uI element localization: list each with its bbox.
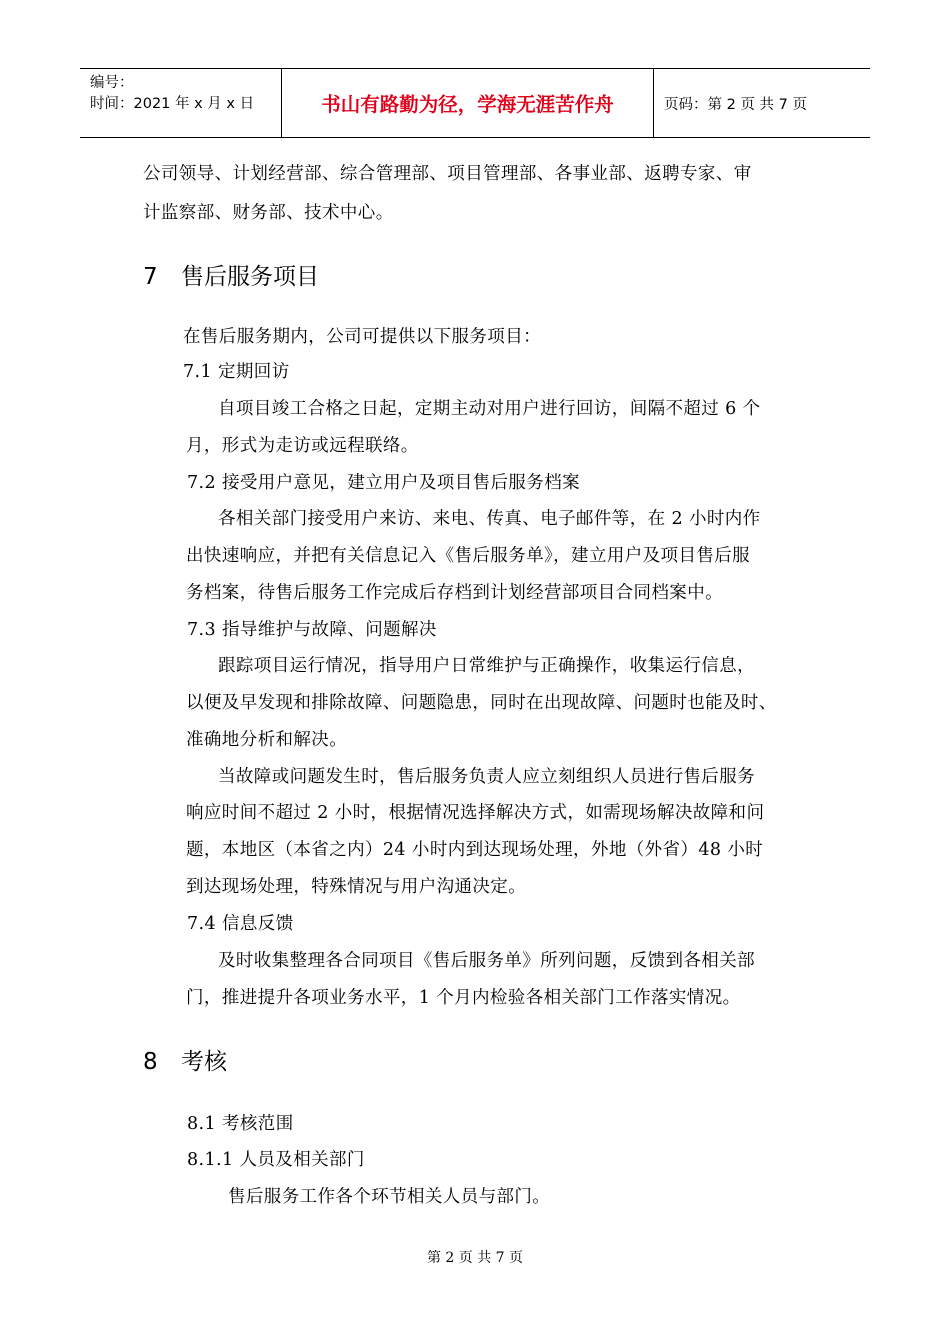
subsection-7-3-title: 7.3 指导维护与故障、问题解决 [187, 620, 437, 640]
paragraph-line: 题，本地区（本省之内）24 小时内到达现场处理，外地（外省）48 小时 [186, 840, 764, 860]
paragraph-line: 务档案，待售后服务工作完成后存档到计划经营部项目合同档案中。 [186, 583, 723, 603]
header-page-info: 页码：第 2 页 共 7 页 [664, 96, 807, 113]
subsection-7-4-title: 7.4 信息反馈 [187, 914, 294, 934]
section-7-lead: 在售后服务期内，公司可提供以下服务项目： [183, 327, 541, 347]
page-footer: 第 2 页 共 7 页 [426, 1250, 524, 1266]
subsection-7-2-title: 7.2 接受用户意见，建立用户及项目售后服务档案 [187, 473, 580, 493]
document-number-label: 编号： [90, 75, 134, 91]
section-7-heading [143, 258, 319, 291]
section-8-number: 8 [143, 1049, 158, 1075]
header-slogan: 书山有路勤为径，学海无涯苦作舟 [282, 69, 654, 137]
paragraph-line: 各相关部门接受用户来访、来电、传真、电子邮件等，在 2 小时内作 [218, 509, 761, 529]
paragraph-line: 到达现场处理，特殊情况与用户沟通决定。 [186, 877, 527, 897]
paragraph-line: 售后服务工作各个环节相关人员与部门。 [228, 1187, 551, 1207]
header-meta [80, 69, 282, 137]
paragraph-line: 准确地分析和解决。 [186, 730, 348, 750]
paragraph-line: 以便及早发现和排除故障、问题隐患，同时在出现故障、问题时也能及时、 [186, 693, 777, 713]
paragraph-line: 自项目竣工合格之日起，定期主动对用户进行回访，间隔不超过 6 个 [218, 399, 761, 419]
subsection-7-1-title: 7.1 定期回访 [183, 362, 290, 382]
section-7-number: 7 [143, 264, 158, 290]
subsection-8-1-title: 8.1 考核范围 [187, 1114, 294, 1134]
section-7-title: 售后服务项目 [181, 264, 319, 290]
section-8-heading [143, 1043, 227, 1076]
section-8-title: 考核 [181, 1049, 227, 1075]
subsection-8-1-1-title: 8.1.1 人员及相关部门 [187, 1150, 365, 1170]
paragraph-line: 及时收集整理各合同项目《售后服务单》所列问题，反馈到各相关部 [218, 951, 755, 971]
paragraph-line: 出快速响应，并把有关信息记入《售后服务单》，建立用户及项目售后服 [186, 546, 751, 566]
paragraph-line: 跟踪项目运行情况，指导用户日常维护与正确操作，收集运行信息， [218, 656, 755, 676]
document-header [80, 68, 870, 138]
paragraph-line: 门，推进提升各项业务水平，1 个月内检验各相关部门工作落实情况。 [186, 988, 741, 1008]
intro-line-1: 公司领导、计划经营部、综合管理部、项目管理部、各事业部、返聘专家、审 [143, 164, 752, 184]
intro-line-2: 计监察部、财务部、技术中心。 [143, 203, 394, 223]
paragraph-line: 当故障或问题发生时，售后服务负责人应立刻组织人员进行售后服务 [218, 767, 755, 787]
paragraph-line: 月，形式为走访或远程联络。 [186, 436, 419, 456]
paragraph-line: 响应时间不超过 2 小时，根据情况选择解决方式，如需现场解决故障和问 [186, 803, 765, 823]
document-date: 时间：2021 年 x 月 x 日 [90, 96, 255, 112]
